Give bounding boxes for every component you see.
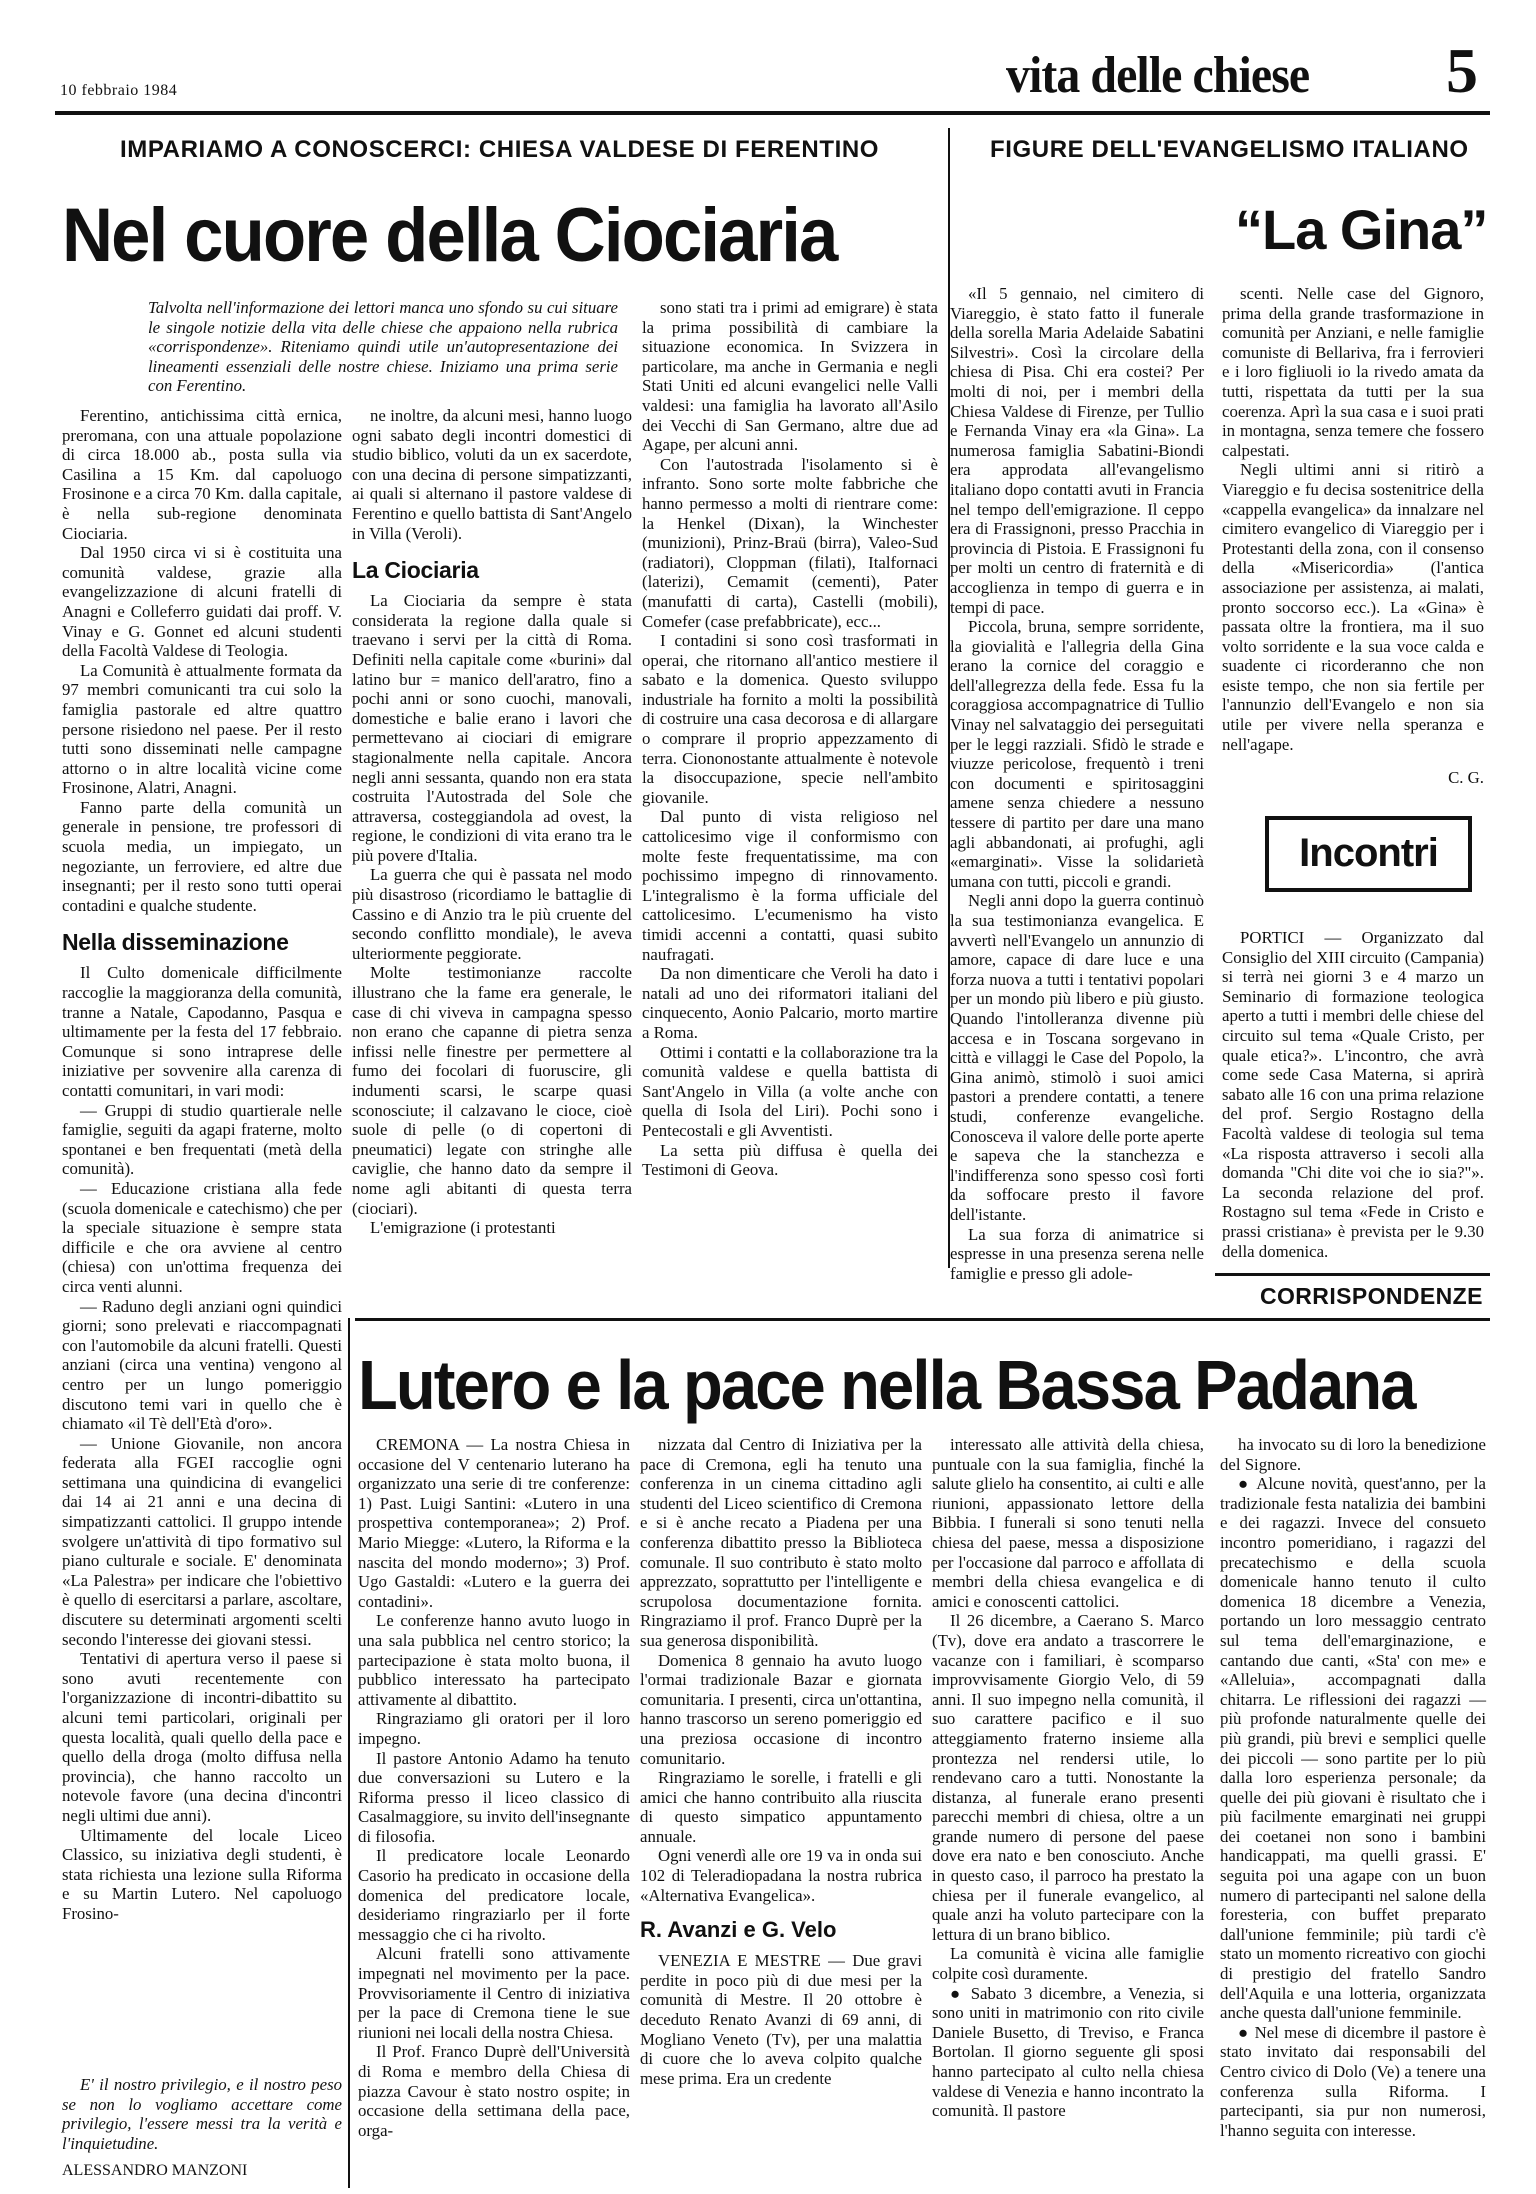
article3-column-1 [358,1435,630,2190]
article2-column-1 [950,284,1204,1283]
paragraph: Il 26 dicembre, a Caerano S. Marco (Tv), dove era andato a trascorrere le vacanze con i familiari, è scomparso improvvisamente Giorgio Velo, di 59 anni. Il suo impegno nella comunità, il suo carattere pacifico e il suo atteggiamento fraterno insieme alla prontezza nel rendersi utile, lo rendevano caro a tutti. Nonostante la distanza, al funerale erano presenti parecchi membri di chiesa, oltre a un grande numero di persone del paese dove era nato e ben conosciuto. Anche in questo caso, il parroco ha prestato la chiesa per il funerale evangelico, al quale anzi ha voluto partecipare con la lettura di un brano biblico. [932,1611,1204,1944]
paragraph: — Raduno degli anziani ogni quindici giorni; sono prelevati e riaccompagnati con l'automobile da alcuni fratelli. Questi anziani (circa una ventina) vengono al centro per un lungo pomeriggio discutono temi vari in quello che è chiamato «il Tè dell'Età d'oro». [62,1296,342,1434]
paragraph: I contadini si sono così trasformati in operai, che ritornano all'antico mestiere il sabato e la domenica. Questo sviluppo industriale ha fornito a molti la possibilità di costruire una casa decorosa e di allargare o comprare il proprio appezzamento di terra. Ciononostante attualmente è notevole la disoccupazione, specie nell'ambito giovanile. [642,631,938,807]
paragraph: L'emigrazione (i protestanti [370,1218,556,1238]
paragraph: ● Nel mese di dicembre il pastore è stato invitato dai responsabili del Centro civico di Dolo (Ve) a tenere una conferenza sulla Riforma. I partecipanti, sia pur non numerosi, l'hanno seguita con interesse. [1220,2022,1486,2140]
article1-title: Nel cuore della Ciociaria [62,193,837,278]
article2-signature: C. G. [1448,768,1484,788]
paragraph: La comunità è vicina alle famiglie colpite così duramente. [932,1944,1204,1984]
article1-subheading-1: Nella disseminazione [62,929,289,956]
paragraph: Con l'autostrada l'isolamento si è infranto. Sono sorte molte fabbriche che hanno permesso a molti di rientrare come: la Henkel (Dixan), la Winchester (munizioni), Prinz-Braü (birra), Valeo-Sud (radiatori), Cloppman (filati), Italfornaci (laterizi), Cemamit (cementi), Pater (manufatti di carta), Castelli (mobili), Comefer (case prefabbricate), ecc... [642,454,938,631]
paragraph: Le conferenze hanno avuto luogo in una sala pubblica nel centro storico; la partecipazione è stata molto buona, il pubblico interessato ha partecipato attivamente al dibattito. [358,1611,630,1709]
paragraph: — Gruppi di studio quartierale nelle famiglie, seguiti da agapi fraterne, molto spontanei e ben frequentati (metà della comunità). [62,1100,342,1179]
paragraph: Negli ultimi anni si ritirò a Viareggio e fu decisa sostenitrice della «cappella evangelica» da innalzare nel cimitero evangelico di Viareggio per i Protestanti della zona, con il consenso della «Misericordia» (l'antica associazione per assistenza, ai malati, pronto soccorso ecc.). La «Gina» è passata oltre la frontiera, ma il suo volto sorridente e la sua voce calda e suadente ci ricorderanno che non esiste tempo, che non sia fertile per l'annunzio dell'Evangelo e non sia utile per vivere nella speranza e nell'agape. [1222,460,1484,754]
paragraph: Da non dimenticare che Veroli ha dato i natali ad uno dei riformatori italiani del cinquecento, Aonio Palcario, morto martire a Roma. [642,964,938,1042]
paragraph: sono stati tra i primi ad emigrare) è stata la prima possibilità di cambiare la situazione economica. In Svizzera in particolare, ma anche in Germania e negli Stati Uniti ed alcuni evangelici nelle Valli valdesi: una famiglia ha lavorato all'Asilo dei Vecchi di San Germano, altre due ad Agape, per alcuni anni. [642,298,938,455]
paragraph: La Ciociaria da sempre è stata considerata la regione dalla quale si traevano i servi per la città di Roma. Definiti nella capitale come «burini» dal latino bur = manico dell'aratro, fino a pochi anni or sono cuochi, manovali, domestiche e balie erano i lavori che permettevano ai ciociari di emigrare stagionalmente nella capitale. Ancora negli anni sessanta, quando non era stata costruita l'Autostrada del Sole che attraversa, costeggiandola ad ovest, la regione, le condizioni di vita erano tra le più povere d'Italia. [352,591,632,865]
paragraph: ha invocato su di loro la benedizione del Signore. [1220,1435,1486,1474]
paragraph: — Educazione cristiana alla fede (scuola domenicale e catechismo) che per la speciale situazione è sempre stata difficile e che ora avviene al centro (chiesa) con un'ottima frequenza dei circa venti alunni. [62,1178,343,1296]
article1-column-2 [352,406,632,1254]
paragraph: Ferentino, antichissima città ernica, preromana, con una attuale popolazione di circa 18.000 ab., posta sulla via Casilina a 15 Km. dal capoluogo Frosinone e a circa 70 Km. dalla capitale, è nella sub-regione denominata Ciociaria. [62,406,342,543]
page-number: 5 [1446,35,1478,106]
paragraph: VENEZIA E MESTRE — Due gravi perdite in poco più di due mesi per la comunità di Mestre. Il 20 ottobre è deceduto Renato Avanzi di 69 anni, di Mogliano Veneto (Tv), per una malattia di cuore che lo aveva colpito qualche mese prima. Era un credente [640,1951,922,2088]
paragraph: Domenica 8 gennaio ha avuto luogo l'ormai tradizionale Bazar e giornata comunitaria. I presenti, circa un'ottantina, hanno trascorso un sereno pomeriggio ed una preziosa occasione di incontro comunitario. [640,1650,922,1768]
column-rule-2 [348,1318,350,2188]
paragraph: Molte testimonianze raccolte illustrano che la fame era generale, le case di chi viveva in campagna spesso non erano che capanne di pietra senza infissi nelle finestre per permettere al fumo dei focolari di fuoruscire, gli indumenti scarsi, le scarpe quasi sconosciute; il calzavano le cioce, cioè suole di pelle (o di copertoni di pneumatici) legate con stringhe alle caviglie, che hanno dato da sempre il nome agli abitanti di questa terra (ciociari). [352,963,632,1218]
paragraph: La guerra che qui è passata nel modo più disastroso (ricordiamo le battaglie di Cassino e di Anzio tra le più cruente del secondo conflitto mondiale), le aveva ulteriormente peggiorate. [352,865,632,963]
paragraph: Ogni venerdì alle ore 19 va in onda sui 102 di Teleradiopadana la nostra rubrica «Alternativa Evangelica». [640,1846,922,1905]
paragraph: Ringraziamo le sorelle, i fratelli e gli amici che hanno contribuito alla riuscita di questo simpatico appuntamento annuale. [640,1768,922,1846]
section-title: vita delle chiese [1006,47,1310,104]
paragraph: — Unione Giovanile, non ancora federata alla FGEI raccoglie ogni settimana una quindicina di evangelici dai 14 ai 21 anni e una decina di simpatizzanti cattolici. Il gruppo intende svolgere un'attività di tipo formativo sul piano culturale e sociale. E' denominata «La Palestra» per indicare che l'obiettivo è quello di esercitarsi a parlare, ascoltare, discutere su determinati argomenti scelti secondo l'interesse dei giovani stessi. [62,1433,342,1649]
paragraph: Ottimi i contatti e la collaborazione tra la comunità valdese e quella battista di Sant'Angelo in Villa (a volte anche con quella di Isola del Liri). Pochi sono i Pentecostali e gli Avventisti. [642,1042,938,1140]
paragraph: Dal 1950 circa vi si è costituita una comunità valdese, grazie alla evangelizzazione di alcuni fratelli di Anagni e Colleferro guidati dai proff. V. Vinay e G. Gonnet ed alcuni studenti della Facoltà Valdese di Teologia. [62,543,342,661]
corrispondenze-rule-top [1215,1273,1490,1276]
paragraph: Piccola, bruna, sempre sorridente, la giovialità e l'allegria della Gina erano la cornice del coraggio e dell'allegrezza della fede. Essa fu la coraggiosa accompagnatrice di Tullio Vinay nel salvataggio dei perseguitati per le leggi razziali. Sfidò le strade e viuzze pericolose, frequentò i treni con documenti e spiritosaggini amene senza chiedere a nessuno tessere di partito per dare una mano agli abbandonati, ai profughi, agli «emarginati». Visse la solidarietà umana con tutti, piccoli e grandi. [950,617,1204,891]
paragraph: ne inoltre, da alcuni mesi, hanno luogo ogni sabato degli incontri domestici di studio biblico, voluti da un ex sacerdote, con una decina di persone simpatizzanti, ai quali si alternano il pastore valdese di Ferentino e quello battista di Sant'Angelo in Villa (Veroli). [352,406,632,543]
article3-title: Lutero e la pace nella Bassa Padana [358,1346,1415,1424]
paragraph: scenti. Nelle case del Gignoro, prima della grande trasformazione in comunità per Anziani, e nelle famiglie comuniste di Bellariva, fra i ferrovieri e i loro figliuoli io la rivedo amata da tutti, rispettata da tutti per la sua coerenza. Aprì la sua casa e i suoi prati in montagna, senza temere che fossero calpestati. [1222,284,1484,460]
paragraph: Fanno parte della comunità un generale in pensione, tre professori di scuola media, un impiegato, un negoziante, un ferroviere, ed altre due insegnanti; per il resto sono tutti operai contadini e qualche studente. [62,797,342,915]
article3-column-3 [932,1435,1204,2190]
article1-column-3 [642,298,938,1258]
paragraph: Alcuni fratelli sono attivamente impegnati nel movimento per la pace. Provvisoriamente il Centro di iniziativa per la pace di Cremona tiene le sue riunioni nei locali della nostra Chiesa. [358,1944,630,2042]
paragraph: Dal punto di vista religioso nel cattolicesimo vige il conformismo con molte feste frequentatissime, ma con pochissimo impegno di rinnovamento. L'integralismo è la forma ufficiale del cattolicesimo. L'ecumenismo ha visto timidi accenni a contatti, quasi subito naufragati. [642,807,938,964]
paragraph: Il pastore Antonio Adamo ha tenuto due conversazioni su Lutero e la Riforma presso il liceo classico di Casalmaggiore, su invito dell'insegnante di filosofia. [358,1748,630,1846]
article1-footer-note: E' il nostro privilegio, e il nostro peso se non lo vogliamo accettare come privilegio, l'essere messi tra la verità e l'inquietudine. ALESSANDRO MANZONI [62,2075,342,2180]
paragraph: interessato alle attività della chiesa, puntuale con la sua famiglia, finché la salute glielo ha consentito, ai culti e alle riunioni, appassionato lettore della Bibbia. I funerali si sono tenuti nella chiesa del paese, messa a disposizione per l'occasione dal parroco e affollata di membri della chiesa evangelica e di amici e conoscenti cattolici. [932,1435,1204,1611]
paragraph: CREMONA — La nostra Chiesa in occasione del V centenario luterano ha organizzato una serie di tre conferenze: 1) Past. Luigi Santini: «Lutero in una prospettiva contemporanea»; 2) Prof. Mario Miegge: «Lutero, la Riforma e la nascita del mondo moderno»; 3) Prof. Ugo Gastaldi: «Lutero e la guerra dei contadini». [358,1435,630,1611]
paragraph: La setta più diffusa è quella dei Testimoni di Geova. [642,1140,938,1180]
incontri-title: Incontri [1299,831,1438,875]
article1-kicker: IMPARIAMO A CONOSCERCI: CHIESA VALDESE DI FERENTINO [120,136,880,163]
article1-column-1 [62,406,343,1923]
header-rule [55,111,1490,115]
article2-column-2 [1222,284,1484,804]
paragraph: «Il 5 gennaio, nel cimitero di Viareggio, è stato fatto il funerale della sorella Maria Adelaide Sabatini Silvestri». Così la circolare della chiesa di Pisa. Chi era costei? Per molti di noi, per i membri della Chiesa Valdese di Firenze, per Tullio e Fernanda Vinay era «la Gina». La numerosa famiglia Sabatini-Biondi era approdata all'evangelismo italiano dopo contatti avuti in Francia nel tempo dell'emigrazione. Il ceppo era di Frassignoni, presso Pracchia in provincia di Pistoia. E Frassignoni fu per molti un centro di fraternità e di accoglienza in tempo di guerra e in tempi di pace. [950,284,1204,617]
paragraph: Il predicatore locale Leonardo Casorio ha predicato in occasione della domenica del predicatore locale, desideriamo ringraziarlo per il forte messaggio che ci ha rivolto. [358,1846,630,1944]
article1-intro: Talvolta nell'informazione dei lettori manca uno sfondo su cui situare le singole notizie della vita delle chiese che appaiono nella rubrica «corrispondenze». Riteniamo quindi utile un'autopresentazione dei lineamenti essenziali delle nostre chiese. Iniziamo una prima serie con Ferentino. [148,298,618,396]
article1-subheading-2: La Ciociaria [352,557,479,584]
corrispondenze-rule [355,1318,1490,1321]
article3-subheading: R. Avanzi e G. Velo [640,1917,837,1943]
paragraph: ● Alcune novità, quest'anno, per la tradizionale festa natalizia dei bambini e dei ragazzi. Invece del consueto incontro pomeridiano, i ragazzi del precatechismo e della scuola domenicale hanno tenuto il culto domenica 18 dicembre a Venezia, portando un loro messaggio centrato sul tema dell'emarginazione, e cantando due canti, «Sta' con me» e «Alleluia», accompagnati dalla chitarra. Le riflessioni dei ragazzi — più profonde naturalmente quelle dei più grandi, più brevi e semplici quelle dei piccoli — sono partite per lo più dalla loro esperienza personale; da quelle dei più giovani è risultato che i più facilmente emarginati nei gruppi dei coetanei non sono i bambini handicappati, ma quelli grassi. E' seguita poi una agape con un buon numero di partecipanti nel salone della foresteria, con buffet preparato dall'unione femminile; più tardi c'è stato un momento ricreativo con giochi di prestigio del fratello Sandro dell'Aquila e una lotteria, organizzata anche questa dall'unione femminile. [1220,1474,1486,2023]
incontri-text: PORTICI — Organizzato dal Consiglio del XIII circuito (Campania) si terrà nei giorni 3 e 4 marzo un Seminario di formazione teologica aperto a tutti i membri delle chiese del circuito sul tema «Quale Cristo, per quale etica?». L'incontro, che avrà come sede Casa Materna, si aprirà sabato alle 16 con una prima relazione del prof. Sergio Rostagno della Facoltà valdese di teologia sul tema «La risposta attraverso i secoli alla domanda "Chi dite voi che io sia?"». La seconda relazione del prof. Rostagno sul tema «Fede in Cristo e prassi cristiana» è prevista per le 9.30 della domenica. [1222,928,1484,1261]
paragraph: nizzata dal Centro di Iniziativa per la pace di Cremona, egli ha tenuto una conferenza in un cinema cittadino agli studenti del Liceo scientifico di Cremona e si è anche recato a Piadena per una conferenza dibattito presso la Biblioteca comunale. Il suo contributo è stato molto apprezzato, soprattutto per l'intelligente e scrupolosa documentazione fornita. Ringraziamo il prof. Franco Duprè per la sua generosa disponibilità. [640,1435,922,1650]
paragraph: Tentativi di apertura verso il paese si sono avuti recentemente con l'organizzazione di incontri-dibattito su alcuni temi particolari, originali per questa località, quali quello della pace e quello della droga (molto diffusa nella provincia), che hanno raccolto un notevole favore (una decina d'incontri negli ultimi due anni). [62,1649,342,1825]
article2-title: “La Gina” [1235,198,1488,261]
paragraph: La sua forza di animatrice si espresse in una presenza serena nelle famiglie e presso gli adole- [950,1224,1204,1283]
paragraph: Il Prof. Franco Duprè dell'Università di Roma e membro della Chiesa di piazza Cavour è stato nostro ospite; in occasione della settimana della pace, orga- [358,2042,630,2140]
paragraph: Il Culto domenicale difficilmente raccoglie la maggioranza della comunità, tranne a Natale, Capodanno, Pasqua e ultimamente per la festa del 17 febbraio. Comunque si sono intraprese delle iniziative per sovvenire alla carenza di contatti comunitari, in vari modi: [62,963,342,1100]
paragraph: Negli anni dopo la guerra continuò la sua testimonianza evangelica. E avvertì nell'Evangelo un annunzio di amore, capace di dare luce e una forza nuova a tutti i tentativi popolari per un mondo più libero e più giusto. Quando l'intolleranza divenne più accesa e in Toscana sorgevano in città e villaggi le Case del Popolo, la Gina animò, stimolò i suoi amici pastori a prendere contatti, a tenere studi, conferenze evangeliche. Conosceva il valore delle porte aperte e sapeva che la stanchezza e l'indifferenza sono spesso così forti da soffocare presto il favore dell'istante. [950,891,1204,1224]
paragraph: ● Sabato 3 dicembre, a Venezia, si sono uniti in matrimonio con rito civile Daniele Busetto, di Treviso, e Franca Bortolan. Il giorno seguente gli sposi hanno partecipato al culto nella chiesa valdese di Venezia e hanno incontrato la comunità. Il pastore [932,1983,1204,2121]
incontri-box [1265,816,1472,892]
paragraph: Ringraziamo gli oratori per il loro impegno. [358,1709,630,1748]
paragraph: Ultimamente del locale Liceo Classico, su iniziativa degli studenti, è stata richiesta una lezione sulla Riforma e su Martin Lutero. Nel capoluogo Frosino- [62,1825,342,1923]
article1-author: ALESSANDRO MANZONI [62,2162,248,2180]
issue-date: 10 febbraio 1984 [60,82,178,99]
article3-column-4 [1220,1435,1486,2190]
article3-column-2 [640,1435,922,2190]
article2-kicker: FIGURE DELL'EVANGELISMO ITALIANO [990,136,1469,163]
paragraph: La Comunità è attualmente formata da 97 membri comunicanti tra cui solo la famiglia pastorale ed altre quattro persone risiedono nel paese. Per il resto tutti sono disseminati nelle campagne attorno o in altre località vicine come Frosinone, Alatri, Anagni. [62,660,342,798]
article3-kicker: CORRISPONDENZE [1260,1283,1483,1309]
